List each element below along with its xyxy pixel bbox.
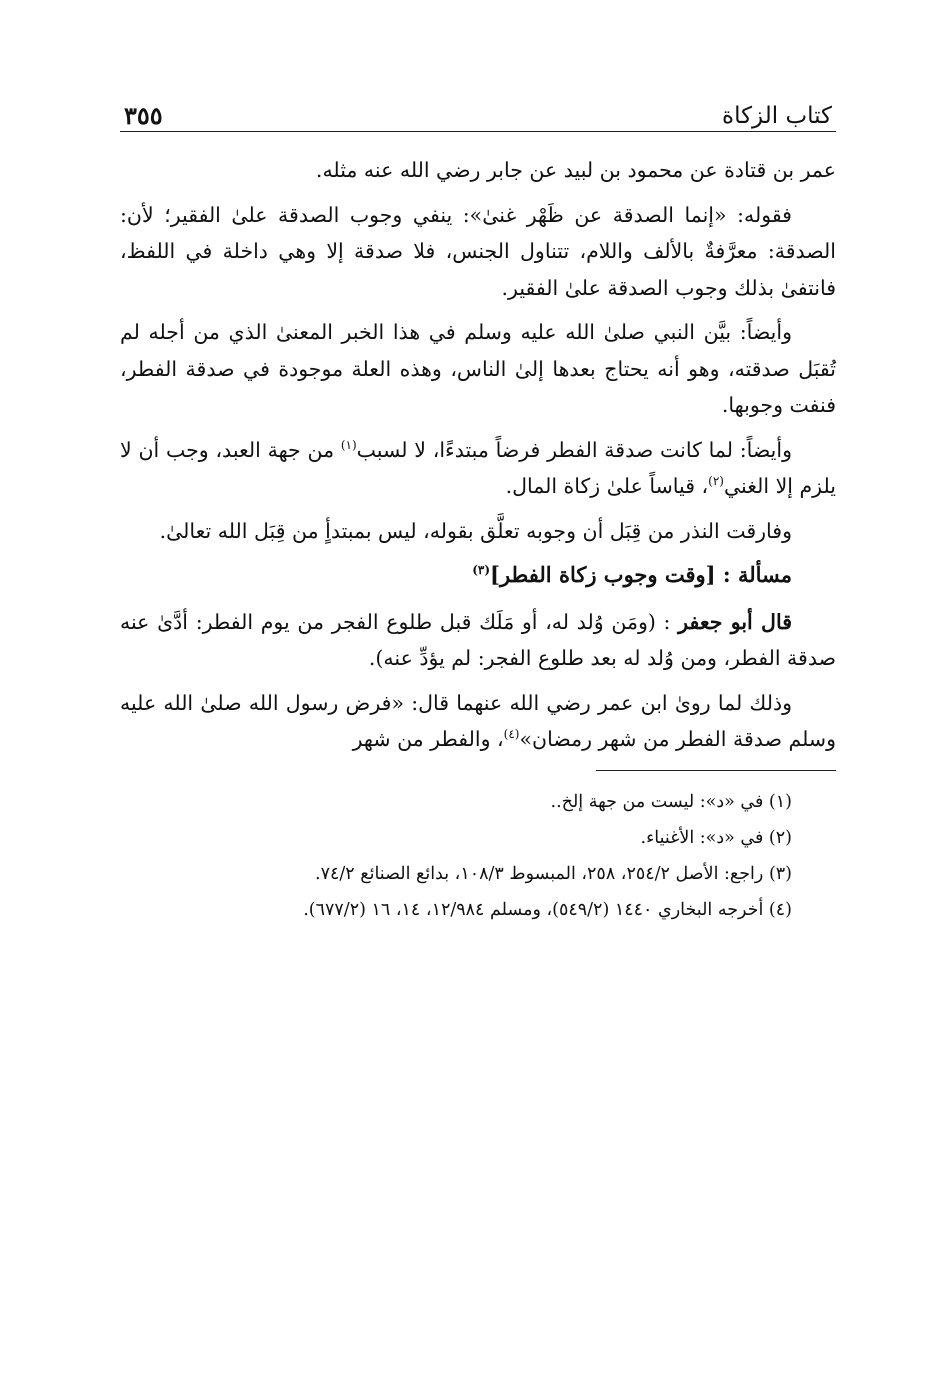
footnote-ref-4: (٤) xyxy=(503,727,520,742)
book-page xyxy=(120,88,836,929)
page-body xyxy=(120,152,836,758)
paragraph-7-text-b: ، والفطر من شهر xyxy=(352,727,504,751)
paragraph-3: وأيضاً: بيَّن النبي صلىٰ الله عليه وسلم في هذا الخبر المعنىٰ الذي من أجله لم تُقبَل صدقته، وهو أنه يحتاج بعدها إلىٰ الناس، وهذه العلة موجودة في صدقة الفطر، فنفت وجوبها. xyxy=(120,320,836,417)
footnote-1: (١) في «د»: ليست من جهة إلخ.. xyxy=(550,791,792,812)
paragraph-2: فقوله: «إنما الصدقة عن ظَهْر غنىٰ»: ينفي وجوب الصدقة علىٰ الفقير؛ لأن: الصدقة: معرَّفةٌ بالألف واللام، تتناول الجنس، فلا صدقة إلا وهي داخلة في اللفظ، فانتفىٰ بذلك وجوب الصدقة علىٰ الفقير. xyxy=(120,202,836,300)
footnote-ref-2: (٢) xyxy=(708,474,724,489)
page-number: ٣٥٥ xyxy=(124,101,163,130)
section-heading xyxy=(120,557,836,594)
section-heading-text: مسألة : [وقت وجوب زكاة الفطر] xyxy=(490,562,792,587)
footnote-2: (٢) في «د»: الأغنياء. xyxy=(640,827,792,848)
speaker-name: قال أبو جعفر xyxy=(678,609,792,634)
paragraph-4-text-a: وأيضاً: لما كانت صدقة الفطر فرضاً مبتدءًا، لا لسبب xyxy=(356,437,792,462)
paragraph-1: عمر بن قتادة عن محمود بن لبيد عن جابر رضي الله عنه مثله. xyxy=(315,158,836,182)
footnote-4: (٤) أخرجه البخاري ١٤٤٠ (٥٤٩/٢)، ومسلم ١٢/٩٨٤، ١٤، ١٦ (٦٧٧/٢). xyxy=(303,899,792,920)
footnote-divider xyxy=(596,770,836,771)
chapter-title: كتاب الزكاة xyxy=(722,103,832,129)
footnote-ref-1: (١) xyxy=(340,437,357,452)
paragraph-4-text-c: ، قياساً علىٰ زكاة المال. xyxy=(505,474,709,498)
footnote-ref-3: (٣) xyxy=(472,563,491,577)
paragraph-7 xyxy=(120,685,836,758)
page-header xyxy=(120,88,836,132)
footnotes xyxy=(120,785,836,927)
footnote-3: (٣) راجع: الأصل ٢٥٤/٢، ٢٥٨، المبسوط ١٠٨/٣، بدائع الصنائع ٧٤/٢. xyxy=(315,863,792,884)
paragraph-7-text-a: وذلك لما روىٰ ابن عمر رضي الله عنهما قال: «فرض رسول الله صلىٰ الله عليه وسلم صدقة الفطر من شهر رمضان» xyxy=(120,690,836,751)
paragraph-6 xyxy=(120,604,836,677)
paragraph-4-text-b: من جهة العبد، وجب أن لا يلزم إلا الغني xyxy=(120,437,836,498)
paragraph-4 xyxy=(120,432,836,505)
paragraph-6-text: : (ومَن وُلد له، أو مَلَك قبل طلوع الفجر من يوم الفطر: أدَّىٰ عنه صدقة الفطر، ومن وُلد له بعد طلوع الفجر: لم يؤدِّ عنه). xyxy=(120,609,836,670)
paragraph-5: وفارقت النذر من قِبَل أن وجوبه تعلَّق بقوله، ليس بمبتدأٍ من قِبَل الله تعالىٰ. xyxy=(159,518,792,543)
